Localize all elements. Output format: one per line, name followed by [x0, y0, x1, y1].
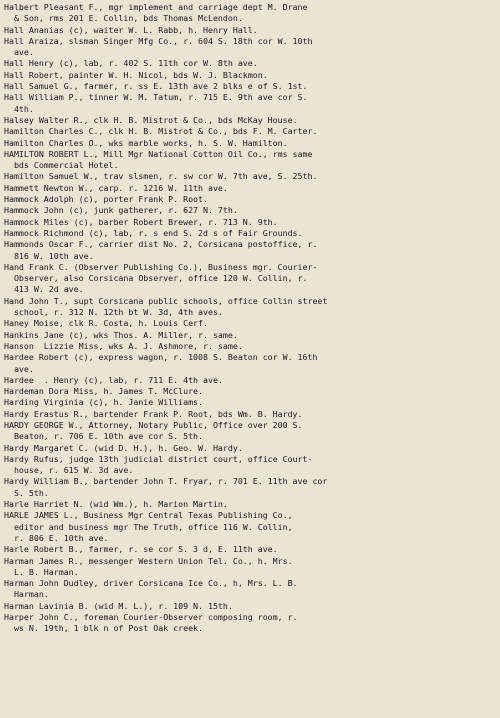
directory-line: Harle Robert B., farmer, r. se cor S. 3 d, E. 11th ave.: [4, 544, 278, 555]
directory-line: Hankins Jane (c), wks Thos. A. Miller, r. same.: [4, 329, 238, 340]
directory-line: Hall Samuel G., farmer, r. ss E. 13th ave 2 blks e of S. 1st.: [4, 81, 308, 92]
directory-line: Beaton, r. 706 E. 10th ave cor S. 5th.: [4, 431, 204, 442]
directory-line: Hammock Adolph (c), porter Frank P. Root.: [4, 194, 208, 205]
directory-line: Haney Moise, clk R. Costa, h. Louis Cerf.: [4, 318, 208, 329]
directory-line: Halsey Walter R., clk H. B. Mistrot & Co., bds McKay House.: [4, 114, 298, 125]
directory-line: Hammett Newton W., carp. r. 1216 W. 11th ave.: [4, 182, 228, 193]
directory-line: Hammock Richmond (c), lab, r. s end S. 2d s of Fair Grounds.: [4, 227, 303, 238]
directory-line: r. 806 E. 10th ave.: [4, 532, 109, 543]
directory-line: editor and business mgr The Truth, office 116 W. Collin,: [4, 521, 293, 532]
directory-line: Hardy Rufus, judge 13th judicial district court, office Court-: [4, 453, 313, 464]
directory-line: Hall William P., tinner W. M. Tatum, r. 715 E. 9th ave cor S.: [4, 92, 308, 103]
directory-line: Hammonds Oscar F., carrier dist No. 2, Corsicana postoffice, r.: [4, 239, 318, 250]
directory-line: Harman Lavinia B. (wid M. L.), r. 109 N. 15th.: [4, 600, 233, 611]
directory-line: Hardy Erastus R., bartender Frank P. Root, bds Wm. B. Hardy.: [4, 408, 303, 419]
directory-line: Hall Henry (c), lab, r. 402 S. 11th cor W. 8th ave.: [4, 58, 258, 69]
directory-line: Hammock John (c), junk gatherer, r. 627 N. 7th.: [4, 205, 238, 216]
directory-line: house, r. 615 W. 3d ave.: [4, 465, 134, 476]
directory-line: Harding Virginia (c), h. Janie Williams.: [4, 397, 204, 408]
directory-line: ave.: [4, 47, 34, 58]
directory-line: ws N. 19th, 1 blk n of Post Oak creek.: [4, 623, 204, 634]
directory-line: Harman John Dudley, driver Corsicana Ice Co., h, Mrs. L. B.: [4, 578, 298, 589]
directory-line: Hall Araiza, slsman Singer Mfg Co., r. 604 S. 18th cor W. 10th: [4, 35, 313, 46]
directory-line: Hardee Robert (c), express wagon, r. 1008 S. Beaton cor W. 16th: [4, 352, 318, 363]
directory-line: HARDY GEORGE W., Attorney, Notary Public, Office over 200 S.: [4, 419, 303, 430]
directory-line: school, r. 312 N. 12th bt W. 3d, 4th aves.: [4, 307, 223, 318]
directory-line: Hammock Miles (c), barber Robert Brewer, r. 713 N. 9th.: [4, 216, 278, 227]
directory-line: Hardee . Henry (c), lab, r. 711 E. 4th ave.: [4, 374, 223, 385]
directory-line: & Son, rms 201 E. Collin, bds Thomas McLendon.: [4, 13, 243, 24]
directory-line: L. B. Harman.: [4, 566, 79, 577]
directory-line: 4th.: [4, 103, 34, 114]
directory-line: ave.: [4, 363, 34, 374]
directory-line: 413 W. 2d ave.: [4, 284, 84, 295]
directory-line: S. 5th.: [4, 487, 49, 498]
directory-line: Hall Ananias (c), waiter W. L. Rabb, h. Henry Hall.: [4, 24, 258, 35]
directory-line: Halbert Pleasant F., mgr implement and carriage dept M. Drane: [4, 2, 308, 12]
directory-line: Hamilton Charles C., clk H. B. Mistrot & Co., bds F. M. Carter.: [4, 126, 318, 137]
directory-line: bds Commercial Hotel.: [4, 160, 119, 171]
directory-line: Harman James R., messenger Western Union Tel. Co., h. Mrs.: [4, 555, 293, 566]
directory-line: Hand Frank C. (Observer Publishing Co.), Business mgr. Courier-: [4, 261, 318, 272]
directory-line: Hardy Margaret C. (wid D. H.), h. Geo. W. Hardy.: [4, 442, 243, 453]
directory-line: Hall Robert, painter W. H. Nicol, bds W. J. Blackmon.: [4, 69, 268, 80]
directory-line: Harman.: [4, 589, 49, 600]
directory-line: 816 W. 10th ave.: [4, 250, 94, 261]
directory-line: Hamilton Samuel W., trav slsmen, r. sw cor W. 7th ave, S. 25th.: [4, 171, 318, 182]
directory-line: Observer, also Corsicana Observer, office 120 W. Collin, r.: [4, 273, 308, 284]
directory-line: Harper John C., foreman Courier-Observer composing room, r.: [4, 612, 298, 623]
directory-line: Harle Harriet N. (wid Wm.), h. Marion Martin.: [4, 499, 228, 510]
directory-line: HARLE JAMES L., Business Mgr Central Texas Publishing Co.,: [4, 510, 293, 521]
directory-line: Hanson Lizzie Miss, wks A. J. Ashmore, r. same.: [4, 340, 243, 351]
directory-entries: [4, 2, 496, 635]
directory-line: Hand John T., supt Corsicana public schools, office Collin street: [4, 295, 328, 306]
directory-line: Hamilton Charles O., wks marble works, h. S. W. Hamilton.: [4, 137, 288, 148]
directory-line: Hardy William B., bartender John T. Fryar, r. 701 E. 11th ave cor: [4, 476, 328, 487]
directory-line: Hardeman Dora Miss, h. James T. McClure.: [4, 386, 204, 397]
directory-line: HAMILTON ROBERT L., Mill Mgr National Cotton Oil Co., rms same: [4, 148, 313, 159]
